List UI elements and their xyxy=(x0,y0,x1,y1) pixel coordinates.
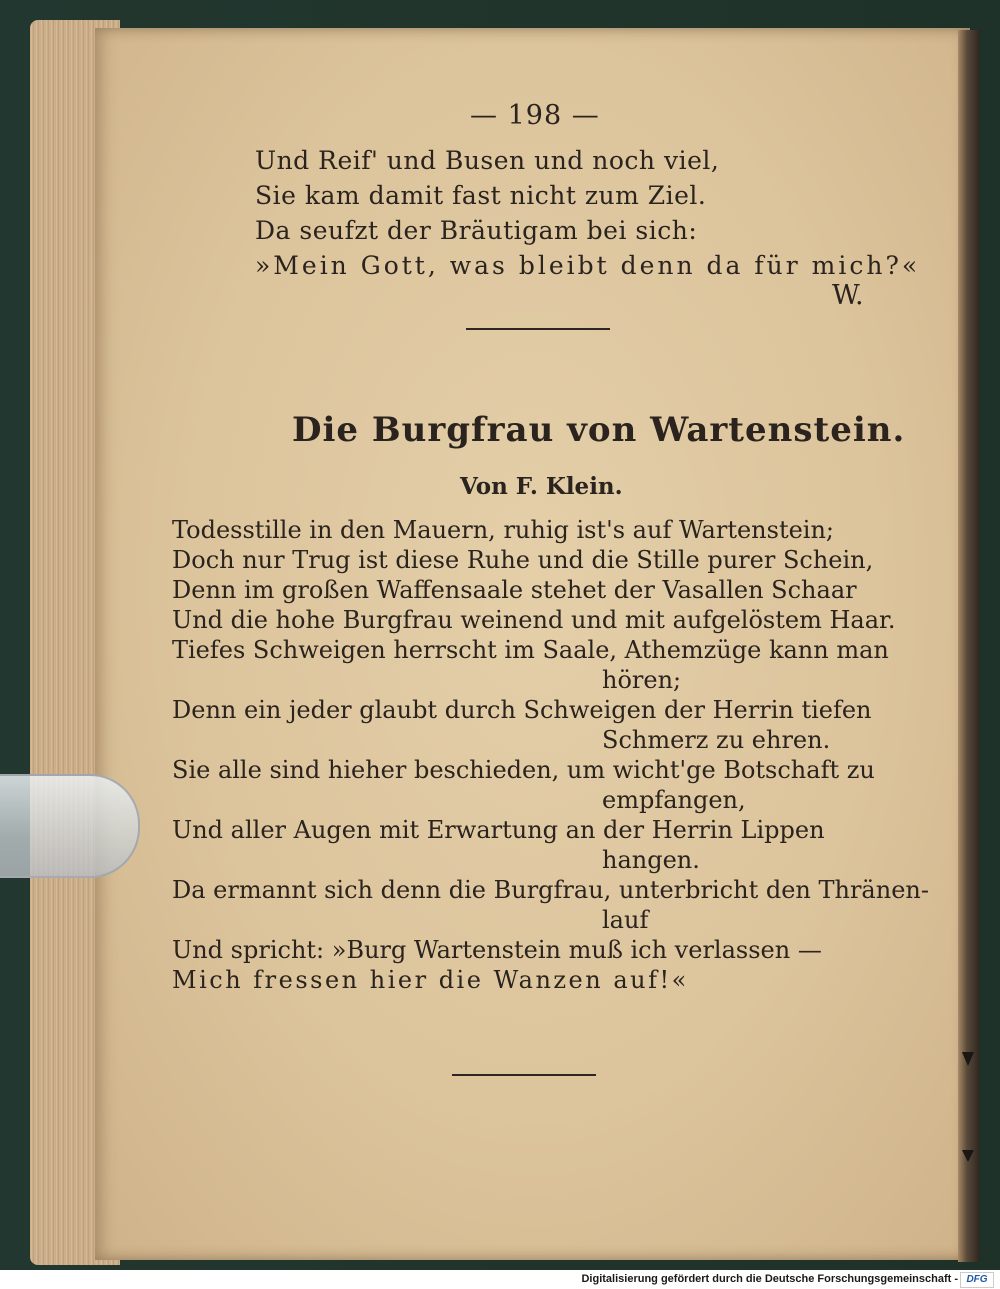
poem-line: Denn im großen Waffensaale stehet der Vasallen Schaar xyxy=(172,576,857,604)
poem-line-continuation: Schmerz zu ehren. xyxy=(602,726,831,754)
poem-line-continuation: hören; xyxy=(602,666,682,694)
poem-line: Und spricht: »Burg Wartenstein muß ich verlassen — xyxy=(172,936,822,964)
poem-ending xyxy=(255,143,920,283)
poem-line: Denn ein jeder glaubt durch Schweigen der Herrin tiefen xyxy=(172,696,872,724)
poem-line-continuation: hangen. xyxy=(602,846,700,874)
poem-line: Sie kam damit fast nicht zum Ziel. xyxy=(255,181,707,210)
poem-line: Da seufzt der Bräutigam bei sich: xyxy=(255,216,698,245)
section-divider xyxy=(466,328,610,330)
gutter-mark xyxy=(962,1052,974,1066)
funding-credit: Digitalisierung gefördert durch die Deutsche Forschungsgemeinschaft - xyxy=(581,1273,958,1285)
poem-line-continuation: lauf xyxy=(602,906,649,934)
poem-line: Todesstille in den Mauern, ruhig ist's auf Wartenstein; xyxy=(172,516,835,544)
poem-signature: W. xyxy=(832,280,864,311)
poem-line: »Mein Gott, was bleibt denn da für mich?« xyxy=(255,251,921,280)
page-clip xyxy=(0,774,140,878)
poem-author: Von F. Klein. xyxy=(460,473,623,500)
poem-line: Da ermannt sich denn die Burgfrau, unterbricht den Thränen- xyxy=(172,876,929,904)
poem-line: Tiefes Schweigen herrscht im Saale, Athemzüge kann man xyxy=(172,636,889,664)
poem-line: Mich fressen hier die Wanzen auf!« xyxy=(172,966,689,994)
dfg-logo: DFG xyxy=(960,1272,994,1288)
poem-title: Die Burgfrau von Wartenstein. xyxy=(292,410,906,450)
poem-line: Und aller Augen mit Erwartung an der Herrin Lippen xyxy=(172,816,825,844)
gutter-mark xyxy=(962,1150,974,1162)
poem-line: Sie alle sind hieher beschieden, um wicht'ge Botschaft zu xyxy=(172,756,875,784)
book-gutter xyxy=(958,30,980,1262)
section-divider xyxy=(452,1074,596,1076)
poem-line: Doch nur Trug ist diese Ruhe und die Stille purer Schein, xyxy=(172,546,874,574)
page-number: — 198 — xyxy=(470,100,600,131)
poem-line: Und Reif' und Busen und noch viel, xyxy=(255,146,720,175)
poem-body xyxy=(172,515,929,995)
poem-line: Und die hohe Burgfrau weinend und mit aufgelöstem Haar. xyxy=(172,606,896,634)
poem-line-continuation: empfangen, xyxy=(602,786,746,814)
